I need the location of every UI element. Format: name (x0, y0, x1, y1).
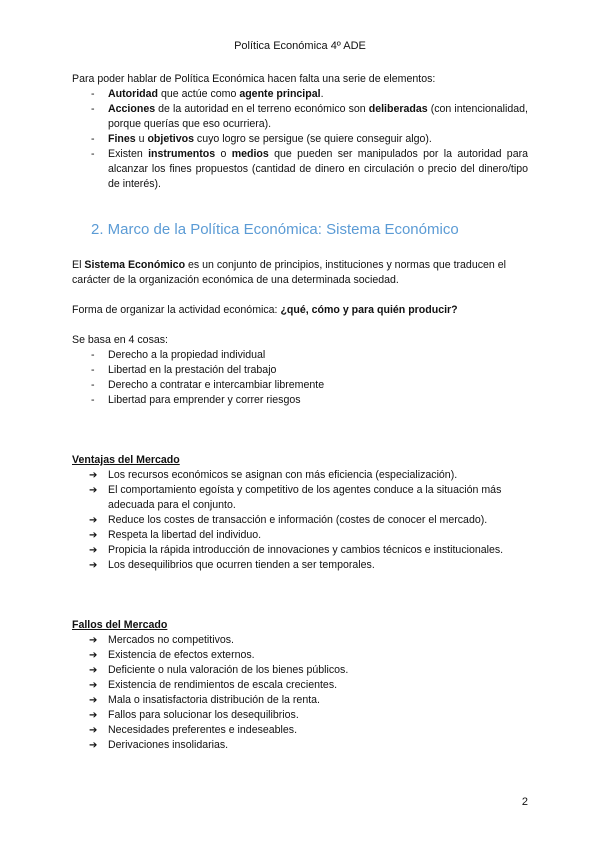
intro-paragraph: Para poder hablar de Política Económica hacen falta una serie de elementos: (72, 73, 436, 85)
elements-list (72, 87, 528, 192)
arrow-icon: ➔ (89, 680, 98, 691)
section-heading: 2. Marco de la Política Económica: Sistema Económico (91, 221, 459, 238)
basa-intro: Se basa en 4 cosas: (72, 334, 168, 346)
list-item: - Derecho a contratar e intercambiar libremente (91, 378, 528, 393)
list-item: ➔ Necesidades preferentes e indeseables. (89, 724, 298, 736)
list-item: ➔ Los desequilibrios que ocurren tienden a ser temporales. (89, 559, 375, 571)
arrow-icon: ➔ (89, 560, 98, 571)
basa-list (72, 348, 528, 408)
arrow-icon: ➔ (89, 635, 98, 646)
forma-paragraph: Forma de organizar la actividad económica: ¿qué, cómo y para quién producir? (72, 304, 458, 316)
list-item: - Existen instrumentos o medios que pueden ser manipulados por la autoridad para alcanzar los fines propuestos (cantidad de dinero en circulación o precio del dinero/tipo de interés). (91, 147, 528, 192)
fallos-heading: Fallos del Mercado (72, 619, 168, 631)
arrow-icon: ➔ (89, 530, 98, 541)
page-number: 2 (521, 796, 528, 808)
definition-paragraph: El Sistema Económico es un conjunto de principios, instituciones y normas que traducen el carácter de la organización económica de una determinada sociedad. (72, 259, 506, 286)
arrow-icon: ➔ (89, 725, 98, 736)
list-item: ➔ Derivaciones insolidarias. (89, 739, 229, 751)
arrow-icon: ➔ (89, 545, 98, 556)
list-item: ➔ Los recursos económicos se asignan con más eficiencia (especialización). (89, 469, 458, 481)
list-item: - Libertad en la prestación del trabajo (91, 363, 528, 378)
arrow-icon: ➔ (89, 710, 98, 721)
list-item: ➔ El comportamiento egoísta y competitivo de los agentes conduce a la situación más adecuada para el conjunto. (89, 484, 502, 511)
list-item: - Derecho a la propiedad individual (91, 348, 528, 363)
list-item: ➔ Fallos para solucionar los desequilibrios. (89, 709, 299, 721)
list-item: ➔ Respeta la libertad del individuo. (89, 529, 262, 541)
fallos-list (72, 633, 528, 753)
arrow-icon: ➔ (89, 470, 98, 481)
list-item: ➔ Reduce los costes de transacción e información (costes de conocer el mercado). (89, 514, 488, 526)
page-content (72, 72, 528, 753)
list-item: - Fines u objetivos cuyo logro se persigue (se quiere conseguir algo). (91, 132, 528, 147)
list-item: ➔ Existencia de rendimientos de escala crecientes. (89, 679, 338, 691)
list-item: - Libertad para emprender y correr riesgos (91, 393, 528, 408)
arrow-icon: ➔ (89, 665, 98, 676)
arrow-icon: ➔ (89, 740, 98, 751)
list-item: - Acciones de la autoridad en el terreno económico son deliberadas (con intencionalidad, porque querías que eso ocurriera). (91, 102, 528, 132)
page-header: Política Económica 4º ADE (234, 40, 366, 52)
list-item: ➔ Propicia la rápida introducción de innovaciones y cambios técnicos e institucionales. (89, 544, 504, 556)
arrow-icon: ➔ (89, 650, 98, 661)
ventajas-list (72, 468, 528, 573)
arrow-icon: ➔ (89, 485, 98, 496)
ventajas-heading: Ventajas del Mercado (72, 454, 180, 466)
list-item: ➔ Mala o insatisfactoria distribución de la renta. (89, 694, 320, 706)
arrow-icon: ➔ (89, 515, 98, 526)
list-item: ➔ Existencia de efectos externos. (89, 649, 255, 661)
list-item: ➔ Mercados no competitivos. (89, 634, 235, 646)
arrow-icon: ➔ (89, 695, 98, 706)
list-item: ➔ Deficiente o nula valoración de los bienes públicos. (89, 664, 349, 676)
list-item: - Autoridad que actúe como agente principal. (91, 87, 528, 102)
